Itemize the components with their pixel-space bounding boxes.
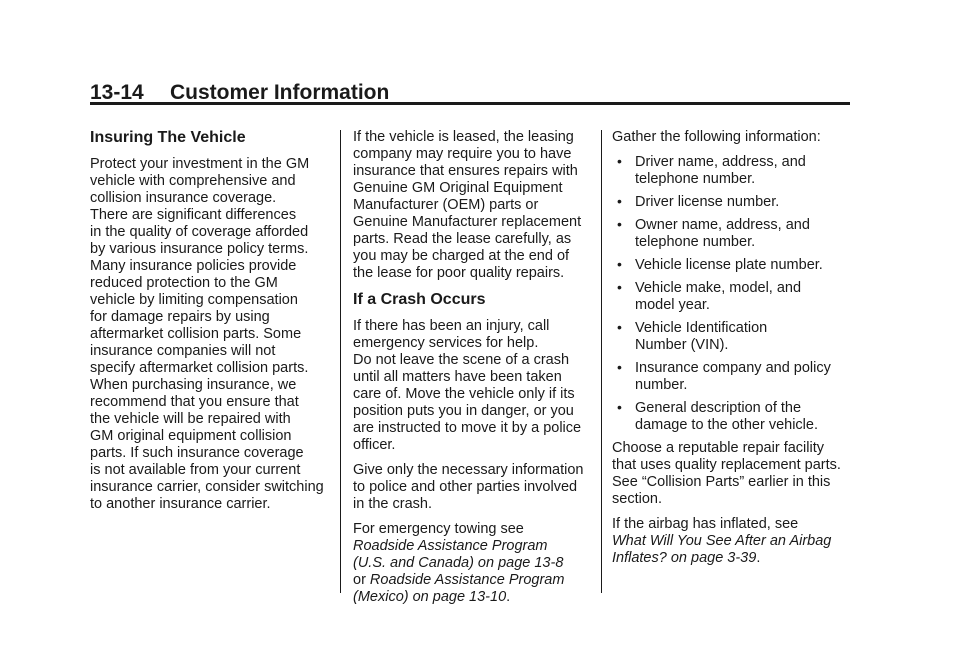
police-paragraph — [353, 462, 593, 513]
bullet-icon: • — [617, 319, 622, 335]
text-line: recommend that you ensure that — [90, 394, 299, 410]
text-line: General description of the — [635, 400, 802, 416]
text-line: GM original equipment collision — [90, 428, 292, 444]
text-line: officer. — [353, 437, 396, 453]
text-line: Many insurance policies provide — [90, 258, 297, 274]
text-line: position puts you in danger, or you — [353, 403, 574, 419]
text-line: telephone number. — [635, 234, 756, 250]
text-line: that uses quality replacement parts. — [612, 457, 841, 473]
bullet-icon: • — [617, 216, 622, 232]
towing-paragraph — [353, 521, 593, 606]
heading-if-a-crash-occurs: If a Crash Occurs — [353, 291, 486, 308]
text-line: Give only the necessary information — [353, 462, 584, 478]
or-text: or — [353, 572, 370, 588]
text-line: Driver license number. — [635, 194, 780, 210]
airbag-link-cont[interactable] — [612, 550, 856, 567]
text-line: model year. — [635, 297, 710, 313]
info-list — [612, 154, 856, 434]
page-number: 13-14 — [90, 81, 144, 104]
list-item — [612, 280, 856, 314]
text-line: to another insurance carrier. — [90, 496, 271, 512]
gather-intro: Gather the following information: — [612, 129, 821, 145]
period: . — [506, 589, 511, 605]
text-line: the vehicle will be repaired with — [90, 411, 291, 427]
column-3 — [612, 129, 856, 575]
bullet-icon: • — [617, 399, 622, 415]
text-line: reduced protection to the GM — [90, 275, 278, 291]
heading-insuring-the-vehicle: Insuring The Vehicle — [90, 129, 246, 146]
text-line: specify aftermarket collision parts. — [90, 360, 309, 376]
text-line: If the vehicle is leased, the leasing — [353, 129, 574, 145]
text-line: When purchasing insurance, we — [90, 377, 297, 393]
list-item — [612, 154, 856, 188]
text-line: Insurance company and policy — [635, 360, 831, 376]
list-item — [612, 257, 856, 274]
roadside-mexico-link-cont[interactable] — [353, 589, 593, 606]
text-line: to police and other parties involved — [353, 479, 578, 495]
column-2 — [353, 129, 593, 614]
column-1 — [90, 128, 330, 521]
section-title: Customer Information — [170, 81, 390, 104]
text-line: you may be charged at the end of — [353, 248, 570, 264]
text-line: Vehicle make, model, and — [635, 280, 802, 296]
text-line: If the airbag has inflated, see — [612, 516, 799, 532]
text-line: vehicle by limiting compensation — [90, 292, 298, 308]
text-line: emergency services for help. — [353, 335, 539, 351]
bullet-icon: • — [617, 359, 622, 375]
text-line: for damage repairs by using — [90, 309, 270, 325]
text-line: If there has been an injury, call — [353, 318, 550, 334]
airbag-paragraph — [612, 516, 856, 567]
bullet-icon: • — [617, 279, 622, 295]
text-line: Manufacturer (OEM) parts or — [353, 197, 539, 213]
list-item — [612, 217, 856, 251]
bullet-icon: • — [617, 256, 622, 272]
link-text[interactable]: Inflates? on page 3-39 — [612, 550, 757, 566]
text-line: are instructed to move it by a police — [353, 420, 582, 436]
text-line: in the quality of coverage afforded — [90, 224, 309, 240]
text-line: number. — [635, 377, 688, 393]
bullet-icon: • — [617, 193, 622, 209]
text-line: Owner name, address, and — [635, 217, 810, 233]
list-item — [612, 400, 856, 434]
text-line: until all matters have been taken — [353, 369, 562, 385]
text-line: collision insurance coverage. — [90, 190, 277, 206]
text-line: Genuine Manufacturer replacement — [353, 214, 582, 230]
link-text[interactable]: (U.S. and Canada) on page 13-8 — [353, 555, 564, 571]
text-line: company may require you to have — [353, 146, 572, 162]
text-line: care of. Move the vehicle only if its — [353, 386, 575, 402]
text-line: Protect your investment in the GM — [90, 156, 310, 172]
link-text[interactable]: (Mexico) on page 13-10 — [353, 589, 507, 605]
airbag-link[interactable] — [612, 533, 856, 550]
list-item — [612, 194, 856, 211]
text-line: Number (VIN). — [635, 337, 729, 353]
text-line: telephone number. — [635, 171, 756, 187]
text-line: in the crash. — [353, 496, 432, 512]
text-line: Vehicle license plate number. — [635, 257, 823, 273]
text-line: Driver name, address, and — [635, 154, 806, 170]
text-line: aftermarket collision parts. Some — [90, 326, 302, 342]
text-line: insurance that ensures repairs with — [353, 163, 578, 179]
bullet-icon: • — [617, 153, 622, 169]
text-line: insurance companies will not — [90, 343, 276, 359]
list-item — [612, 360, 856, 394]
crash-paragraph — [353, 318, 593, 454]
text-line: insurance carrier, consider switching — [90, 479, 324, 495]
text-line: parts. Read the lease carefully, as — [353, 231, 572, 247]
text-line: See “Collision Parts” earlier in this — [612, 474, 831, 490]
text-line: Do not leave the scene of a crash — [353, 352, 570, 368]
text-line: section. — [612, 491, 662, 507]
header-rule — [90, 102, 850, 105]
text-line: parts. If such insurance coverage — [90, 445, 304, 461]
link-text[interactable]: What Will You See After an Airbag — [612, 533, 832, 549]
column-divider-2 — [601, 130, 602, 593]
text-line: Vehicle Identification — [635, 320, 768, 336]
text-line: There are significant differences — [90, 207, 297, 223]
roadside-us-canada-link-cont[interactable] — [353, 555, 593, 572]
lease-paragraph — [353, 129, 593, 282]
roadside-mexico-link[interactable]: Roadside Assistance Program — [369, 572, 565, 588]
text-line: damage to the other vehicle. — [635, 417, 818, 433]
text-line: vehicle with comprehensive and — [90, 173, 296, 189]
text-line — [353, 572, 593, 589]
period: . — [756, 550, 761, 566]
text-line: by various insurance policy terms. — [90, 241, 309, 257]
text-line: Genuine GM Original Equipment — [353, 180, 563, 196]
link-text[interactable]: Roadside Assistance Program — [353, 538, 548, 554]
list-item — [612, 320, 856, 354]
text-line: the lease for poor quality repairs. — [353, 265, 565, 281]
text-line: is not available from your current — [90, 462, 301, 478]
text-line: Choose a reputable repair facility — [612, 440, 824, 456]
repair-facility-paragraph — [612, 440, 856, 508]
insurance-paragraph — [90, 156, 330, 513]
column-divider-1 — [340, 130, 341, 593]
text-line: For emergency towing see — [353, 521, 524, 537]
roadside-us-canada-link[interactable] — [353, 538, 593, 555]
